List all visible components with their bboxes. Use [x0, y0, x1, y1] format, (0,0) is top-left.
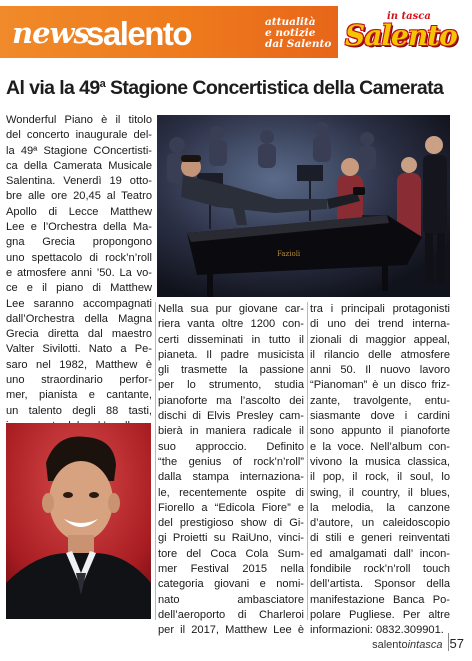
masthead-tagline: attualità e notizie dal Salento: [265, 16, 332, 50]
column-divider-2: [307, 302, 308, 620]
masthead-bar: [0, 6, 338, 58]
concert-photo: [157, 115, 450, 297]
article-column-3: tra i principali protagonisti di uno dei trend interna- zionali di maggior appeal, il rilancio delle atmosfere anni 50. Il nuovo lavoro “Pianoman” è un disco friz- zante, travolgente, entu- siasmante dove i cardini sono appunto il pianoforte e la voce. Nell’album con- vivono la musica classica, il pop, il rock, il soul, lo swing, il country, il blues, la melodia, la canzone d’autore, un caleidoscopio di stili e generi reinventati ed amalgamati dall’ incon- fondibile rock’n’roll touch dell’artista. Sponsor della manifestazione Banca Po- polare Pugliese. Per altre informazioni: 0832.309901.: [310, 303, 450, 637]
article-title: Al via la 49$^a$ Stagione Concertistica della Camerata: [6, 77, 444, 99]
svg-text:Fazioli: Fazioli: [277, 250, 301, 258]
salento-in-tasca-logo: in tasca Salento: [345, 11, 457, 52]
page-footer: [372, 636, 464, 651]
article-column-2: Nella sua pur giovane car- riera vanta oltre 1200 con- certi disseminati in tutto il pianeta. Il padre musicista gli trasmette la passione per lo strumento, studia pianoforte ma l’ascolto dei dischi di Elvis Presley cam- bierà in maniera radicale il suo approccio. Definito “the genius of rock’n’roll” dalla stampa internaziona- le, recentemente ospite di Fiorello a “Edicola Fiore” e del prestigioso show di Gi- gi Proietti su RaiUno, vinci- tore del Coca Cola Sum- mer Festival 2015 nella categoria giovani e nomi- nato ambasciatore dell’aeroporto di Charleroi per il 2017, Matthew Lee è: [158, 303, 304, 637]
logo-salento: salento: [86, 15, 192, 52]
concert-photo-illustration: [157, 115, 450, 297]
portrait-photo: [6, 423, 151, 619]
article-column-1: Wonderful Piano è il titolo del concerto inaugurale del- la 49ª Stagione COncertisti- ca della Camerata Musicale Salentina. Venerdì 19 otto- bre alle ore 20,45 al Teatro Apollo di Lecce Matthew Lee e l’Orchestra della Ma- gna Grecia propongono uno spettacolo di rock’n’roll e atmosfere anni ’50. La vo- ce e il piano di Matthew Lee saranno accompagnati dall’Orchestra della Magna Grecia diretta dal maestro Valter Sivilotti. Nato a Pe- saro nel 1982, Matthew è uno straordinario perfor- mer, pianista e cantante, un talento degli 88 tasti,: [6, 114, 152, 417]
header-banner: [0, 0, 472, 62]
column-divider-1: [155, 302, 156, 620]
logo-news: news: [12, 16, 89, 50]
page-number: 57: [449, 636, 464, 651]
portrait-photo-illustration: [6, 423, 151, 619]
footer-site-name: salentointasca: [372, 639, 443, 651]
